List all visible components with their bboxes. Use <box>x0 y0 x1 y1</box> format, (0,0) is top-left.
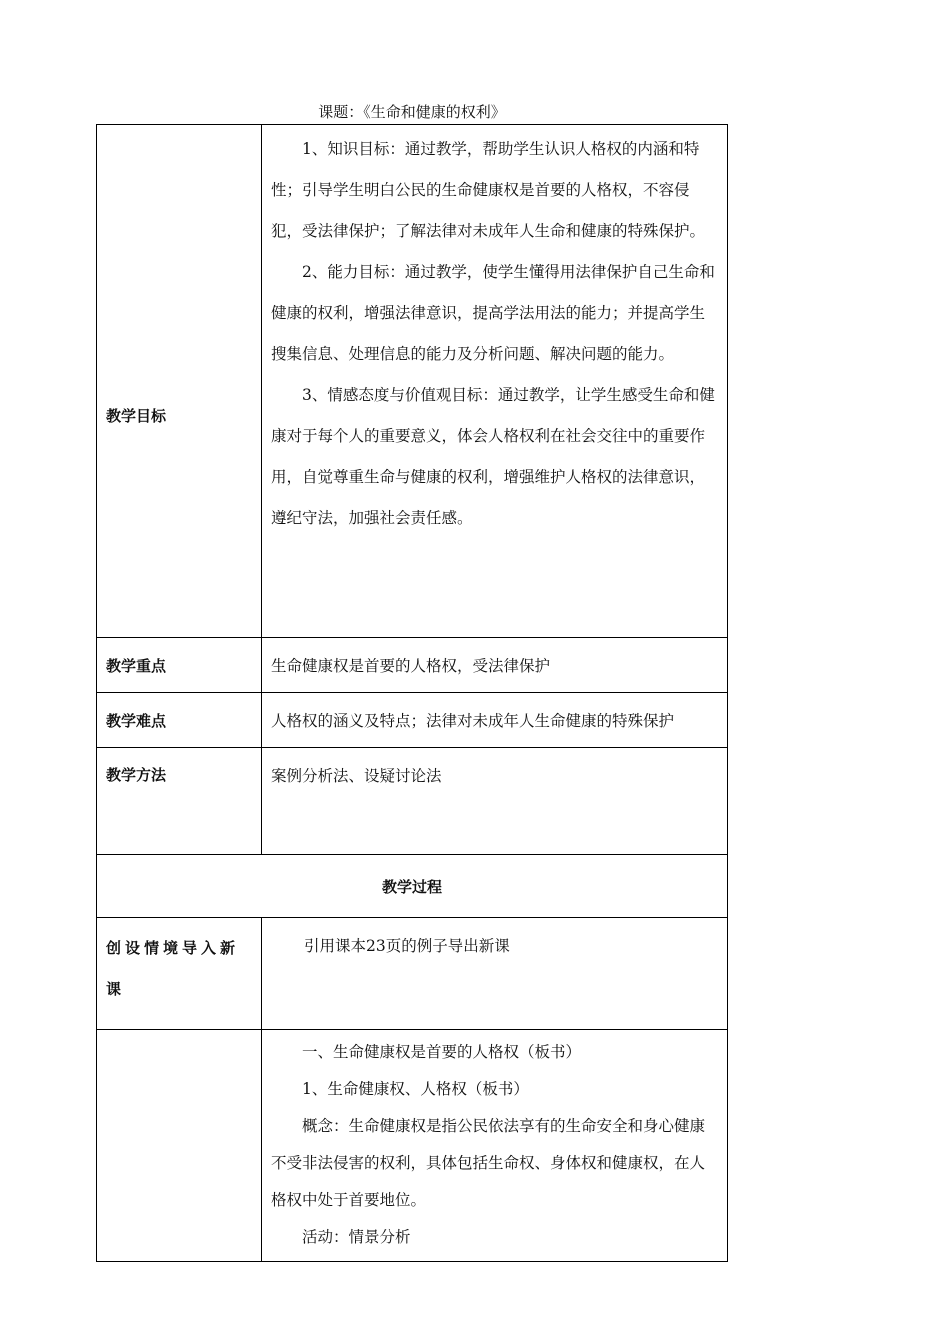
process-heading: 教学过程 <box>97 855 728 918</box>
objective-knowledge: 1、知识目标：通过教学，帮助学生认识人格权的内涵和特性；引导学生明白公民的生命健康权是首要的人格权，不容侵犯，受法律保护；了解法律对未成年人生命和健康的特殊保护。 <box>271 140 706 240</box>
content-row <box>97 1030 728 1262</box>
lesson-plan-table <box>96 124 728 1262</box>
objectives-label: 教学目标 <box>97 125 262 638</box>
objectives-row <box>97 125 728 638</box>
intro-label: 创设情境导入新课 <box>97 918 262 1030</box>
section-heading: 一、生命健康权是首要的人格权（板书） <box>302 1043 582 1061</box>
objectives-content <box>262 125 728 638</box>
methods-row <box>97 748 728 855</box>
objective-ability: 2、能力目标：通过教学，使学生懂得用法律保护自己生命和健康的权利，增强法律意识，提高学法用法的能力；并提高学生搜集信息、处理信息的能力及分析问题、解决问题的能力。 <box>271 263 715 363</box>
activity-line: 活动：情景分析 <box>302 1228 411 1246</box>
objective-values: 3、情感态度与价值观目标：通过教学，让学生感受生命和健康对于每个人的重要意义，体会人格权利在社会交往中的重要作用，自觉尊重生命与健康的权利，增强维护人格权的法律意识，遵纪守法，加强社会责任感。 <box>271 386 715 527</box>
key-points-row <box>97 638 728 693</box>
difficulties-label: 教学难点 <box>97 693 262 748</box>
difficulties-text: 人格权的涵义及特点；法律对未成年人生命健康的特殊保护 <box>262 693 728 748</box>
content-text <box>262 1030 728 1262</box>
methods-text: 案例分析法、设疑讨论法 <box>262 748 728 855</box>
methods-label: 教学方法 <box>97 748 262 855</box>
key-points-label: 教学重点 <box>97 638 262 693</box>
subsection-heading: 1、生命健康权、人格权（板书） <box>302 1080 529 1098</box>
content-label-empty <box>97 1030 262 1262</box>
key-points-text: 生命健康权是首要的人格权，受法律保护 <box>262 638 728 693</box>
document-title: 课题：《生命和健康的权利》 <box>318 103 506 121</box>
intro-text: 引用课本23页的例子导出新课 <box>262 918 728 1030</box>
process-row <box>97 855 728 918</box>
intro-row <box>97 918 728 1030</box>
difficulties-row <box>97 693 728 748</box>
concept-paragraph: 概念：生命健康权是指公民依法享有的生命安全和身心健康不受非法侵害的权利，具体包括生命权、身体权和健康权，在人格权中处于首要地位。 <box>271 1117 706 1209</box>
